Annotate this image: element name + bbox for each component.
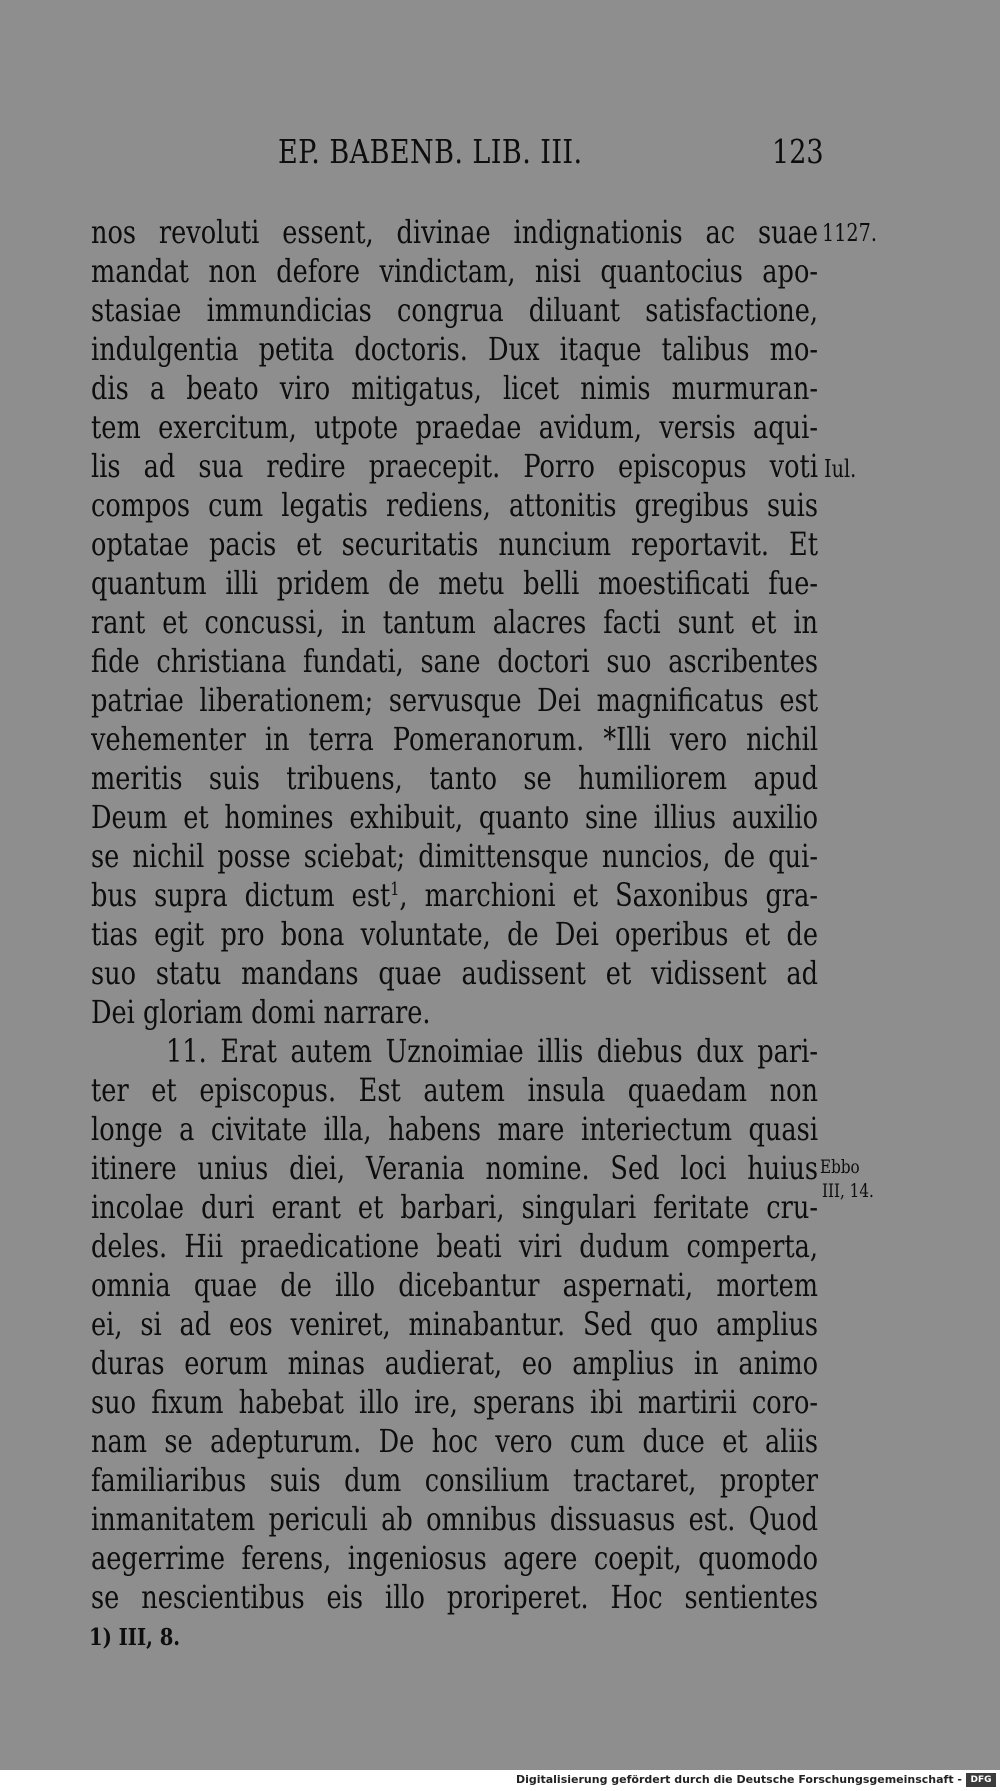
text-line: itinere unius diei, Verania nomine. Sed loci huius (91, 1149, 818, 1187)
text-line: tias egit pro bona voluntate, de Dei operibus et de (91, 915, 818, 953)
margin-note-year: 1127. (822, 219, 877, 247)
text-line: optatae pacis et securitatis nuncium reportavit. Et (91, 525, 818, 563)
text-line: duras eorum minas audierat, eo amplius in animo (91, 1344, 818, 1382)
text-line: fide christiana fundati, sane doctori suo ascribentes (91, 642, 818, 680)
text-line: omnia quae de illo dicebantur aspernati, mortem (91, 1266, 818, 1304)
margin-note-month: Iul. (824, 455, 857, 483)
text-line-tail: , marchioni et Saxonibus gra- (399, 876, 818, 914)
digitization-footer (0, 1770, 1000, 1791)
text-line: stasiae immundicias congrua diluant satisfactione, (91, 291, 818, 329)
text-line: vehementer in terra Pomeranorum. *Illi vero nichil (91, 720, 818, 758)
text-line: dis a beato viro mitigatus, licet nimis murmuran- (91, 369, 818, 407)
margin-note-source: Ebbo (820, 1156, 860, 1178)
text-line: quantum illi pridem de metu belli moestificati fue- (91, 564, 818, 602)
text-line-chapter-start: 11. Erat autem Uznoimiae illis diebus dux pari- (166, 1032, 818, 1070)
margin-note-source-ref: III, 14. (822, 1180, 874, 1202)
text-line: ei, si ad eos veniret, minabantur. Sed quo amplius (91, 1305, 818, 1343)
text-line: Dei gloriam domi narrare. (91, 993, 431, 1031)
text-line: aegerrime ferens, ingeniosus agere coepit, quomodo (91, 1539, 818, 1577)
funding-credit: Digitalisierung gefördert durch die Deutsche Forschungsgemeinschaft - (515, 1773, 962, 1786)
text-line-head: bus supra dictum est (91, 876, 391, 914)
text-line: deles. Hii praedicatione beati viri dudum comperta, (91, 1227, 818, 1265)
text-line: meritis suis tribuens, tanto se humiliorem apud (91, 759, 818, 797)
text-line: se nescientibus eis illo proriperet. Hoc sentientes (91, 1578, 818, 1616)
text-line: rant et concussi, in tantum alacres facti sunt et in (91, 603, 818, 641)
text-line: nam se adepturum. De hoc vero cum duce et aliis (91, 1422, 818, 1460)
text-line: mandat non defore vindictam, nisi quantocius apo- (91, 252, 818, 290)
text-line: inmanitatem periculi ab omnibus dissuasus est. Quod (91, 1500, 818, 1538)
page-number: 123 (772, 132, 824, 171)
text-line: suo statu mandans quae audissent et vidissent ad (91, 954, 818, 992)
text-line: suo fixum habebat illo ire, sperans ibi martirii coro- (91, 1383, 818, 1421)
footnote: 1) III, 8. (89, 1624, 181, 1651)
text-line: indulgentia petita doctoris. Dux itaque talibus mo- (91, 330, 818, 368)
text-line: nos revoluti essent, divinae indignationis ac suae (91, 213, 818, 251)
text-line: Deum et homines exhibuit, quanto sine illius auxilio (91, 798, 818, 836)
text-line: incolae duri erant et barbari, singulari feritate cru- (91, 1188, 818, 1226)
text-line: familiaribus suis dum consilium tractaret, propter (91, 1461, 818, 1499)
footnote-marker: 1 (390, 879, 400, 900)
dfg-logo-icon: DFG (966, 1773, 996, 1787)
text-line: longe a civitate illa, habens mare interiectum quasi (91, 1110, 818, 1148)
text-line: patriae liberationem; servusque Dei magnificatus est (91, 681, 818, 719)
running-title: EP. BABENB. LIB. III. (278, 132, 583, 171)
text-line: compos cum legatis rediens, attonitis gregibus suis (91, 486, 818, 524)
text-line: lis ad sua redire praecepit. Porro episcopus voti (91, 447, 818, 485)
text-line: tem exercitum, utpote praedae avidum, versis aqui- (91, 408, 818, 446)
text-line (91, 876, 818, 914)
text-line: ter et episcopus. Est autem insula quaedam non (91, 1071, 818, 1109)
text-line: se nichil posse sciebat; dimittensque nuncios, de qui- (91, 837, 818, 875)
